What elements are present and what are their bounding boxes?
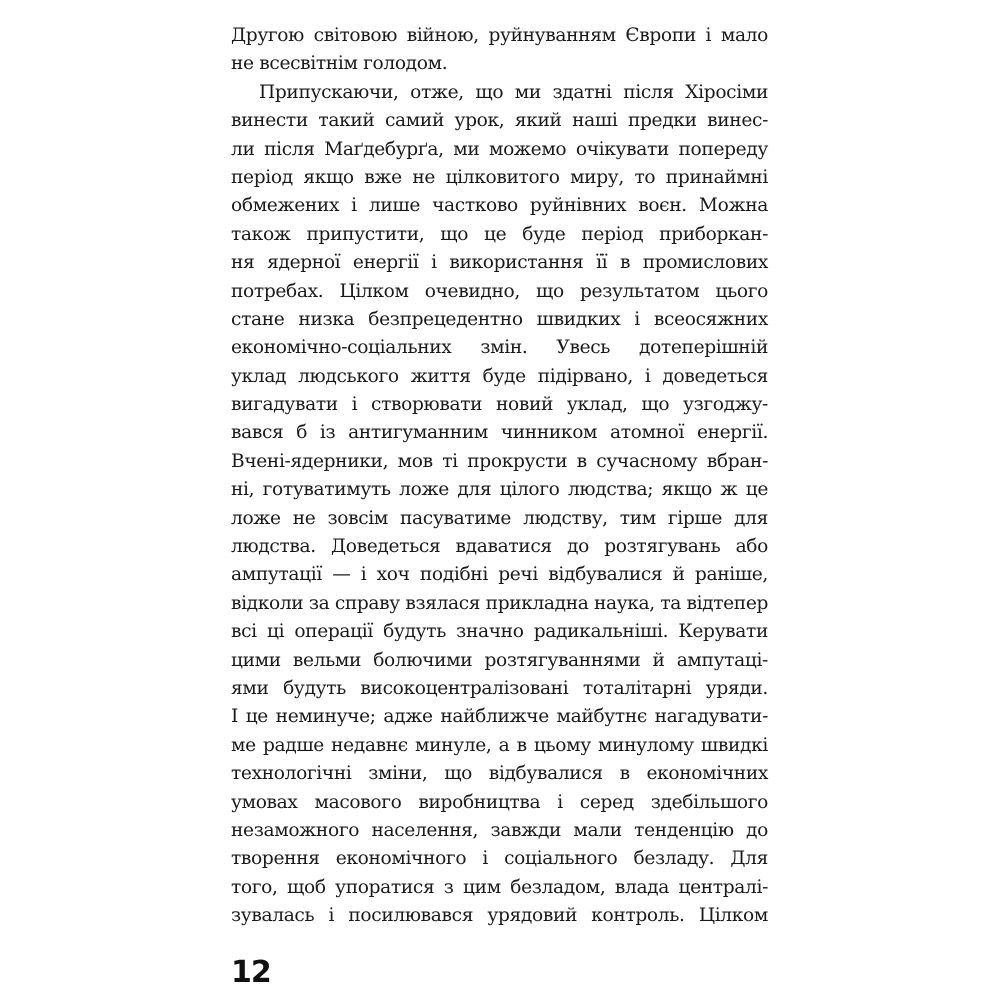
text-line: період якщо вже не цілковитого миру, то принаймні [231, 166, 768, 188]
text-line: зувалась і посилювався урядовий контроль. Цілком [231, 905, 768, 927]
page-number: 12 [231, 955, 271, 990]
text-line: І це неминуче; адже найближче майбутнє нагадувати- [231, 706, 768, 728]
text-line: умовах масового виробництва і серед здебільшого [231, 791, 768, 813]
text-line: незаможного населення, завжди мали тенденцію до [231, 819, 768, 841]
text-line: ня ядерної енергії і використання її в промислових [231, 252, 768, 274]
text-line: того, щоб упоратися з цим безладом, влада централі- [231, 876, 768, 898]
text-line: потребах. Цілком очевидно, що результатом цього [231, 280, 768, 302]
text-line: людства. Доведеться вдаватися до розтягувань або [231, 536, 768, 558]
text-line: винести такий самий урок, який наші предки винес- [231, 110, 768, 132]
text-line: ложе не зовсім пасуватиме людству, тим гірше для [231, 507, 768, 529]
text-line: обмежених і лише частково руйнівних воєн. Можна [231, 195, 768, 217]
text-line: також припустити, що це буде період приборкан- [231, 223, 768, 245]
text-line: цими вельми болючими розтягуваннями й ампутаці- [231, 649, 768, 671]
text-line: ампутації — і хоч подібні речі відбувалися й раніше, [231, 564, 768, 586]
text-line: вигадувати і створювати новий уклад, що узгоджу- [231, 394, 768, 416]
text-line: творення економічного і соціального безладу. Для [231, 848, 768, 870]
text-line: технологічні зміни, що відбувалися в економічних [231, 763, 768, 785]
text-line: ме радше недавнє минуле, а в цьому минулому швидкі [231, 734, 768, 756]
text-line: ли після Маґдебурґа, ми можемо очікувати попереду [231, 138, 768, 160]
text-line: економічно-соціальних змін. Увесь дотеперішній [231, 337, 768, 359]
text-line: ями будуть високоцентралізовані тоталітарні уряди. [231, 677, 768, 699]
text-line: відколи за справу взялася прикладна наука, та відтепер [231, 592, 768, 614]
text-line: стане низка безпрецедентно швидких і всеосяжних [231, 308, 768, 330]
text-line: уклад людського життя буде підірвано, і доведеться [231, 365, 768, 387]
text-line: вався б із антигуманним чинником атомної енергії. [231, 422, 768, 444]
text-line: всі ці операції будуть значно радикальніші. Керувати [231, 621, 768, 643]
text-line: Другою світовою війною, руйнуванням Європи і мало [231, 25, 768, 46]
body-text [231, 22, 768, 931]
text-line: ні, готуватимуть ложе для цілого людства; якщо ж це [231, 479, 768, 501]
text-line: Припускаючи, отже, що ми здатні після Хіросіми [259, 81, 768, 103]
text-line: не всесвітнім голодом. [231, 53, 448, 75]
text-line: Вчені-ядерники, мов ті прокрусти в сучасному вбран- [231, 450, 768, 472]
